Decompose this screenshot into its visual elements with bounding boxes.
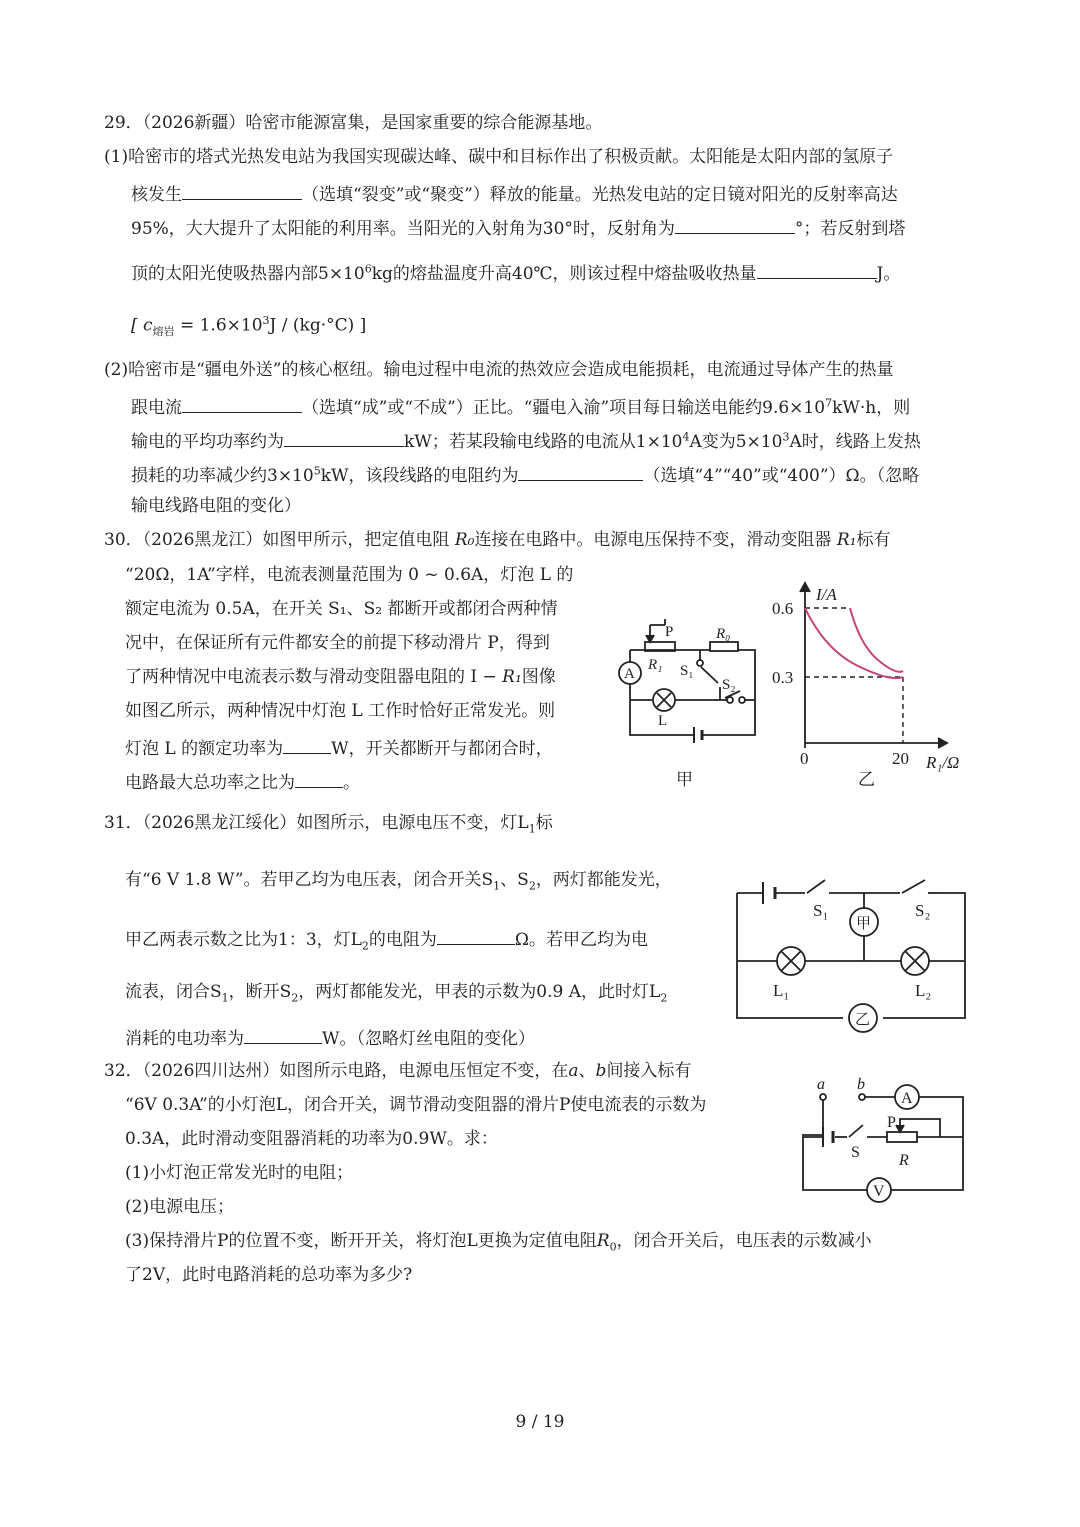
text: 输电的平均功率约为 — [131, 432, 284, 452]
switch-s1-arm — [807, 880, 825, 893]
text: 输电线路电阻的变化） — [131, 496, 301, 516]
text: （选填“成”或“不成”）正比。“疆电入渝”项目每日输送电能约9.6×10 — [302, 398, 826, 418]
text: 额定电流为 0.5A，在开关 S₁、S₂ 都断开或都闭合两种情 — [125, 599, 558, 619]
q30-line5 — [125, 667, 556, 687]
subscript: 熔岩 — [152, 325, 175, 339]
q30-line8 — [125, 769, 360, 793]
text: J / (kg·°C) ] — [269, 315, 367, 336]
text: (3)保持滑片P的位置不变，断开开关，将灯泡L更换为定值电阻 — [125, 1231, 597, 1251]
text: 损耗的功率减少约3×10 — [131, 466, 314, 486]
q30-circuit-figure — [610, 615, 770, 790]
q29-p2-line5 — [131, 496, 301, 516]
text: = 1.6×10 — [174, 315, 263, 336]
text: 况中，在保证所有元件都安全的前提下移动滑片 P，得到 — [125, 633, 550, 653]
q31-line5 — [125, 1025, 535, 1049]
text: °；若反射到塔 — [794, 219, 906, 239]
q30-line7 — [125, 735, 553, 759]
q32-circuit-figure — [795, 1075, 975, 1205]
text: 31．（2026黑龙江绥化）如图所示，电源电压不变，灯L — [104, 813, 529, 833]
q32-line3 — [125, 1129, 498, 1149]
label-jia: 甲 — [856, 916, 872, 932]
text: 跟电流 — [131, 398, 182, 418]
text: kg的熔盐温度升高40℃，则该过程中熔盐吸收热量 — [371, 264, 757, 284]
text: A变为5×10 — [689, 432, 783, 452]
y-tick-0.6: 0.6 — [772, 599, 794, 618]
q30-line4 — [125, 633, 550, 653]
label-p: P — [887, 1114, 896, 1131]
text: 间接入标有 — [606, 1061, 692, 1081]
answer-blank-rated-power[interactable] — [283, 735, 331, 754]
q30-line3 — [125, 599, 557, 619]
text: 如图乙所示，两种情况中灯泡 L 工作时恰好正常发光。则 — [125, 701, 556, 721]
text: J。 — [876, 264, 901, 284]
label-p: P — [665, 624, 674, 640]
q29-p2-line1 — [104, 360, 893, 380]
text: 、S — [500, 870, 529, 890]
rheostat-r — [887, 1132, 917, 1142]
page-number: 9 / 19 — [515, 1412, 565, 1432]
text: kW；若某段输电线路的电流从1×10 — [404, 432, 683, 452]
text: R — [596, 1231, 610, 1251]
text: a — [568, 1061, 579, 1081]
label-ammeter: A — [901, 1090, 913, 1107]
label-l: L — [658, 713, 668, 729]
x-axis-label: R₁/Ω — [926, 753, 960, 772]
label-s2: S₂ — [915, 901, 931, 920]
q29-p2-line3 — [131, 428, 921, 452]
text: 95%，大大提升了太阳能的利用率。当阳光的入射角为30°时，反射角为 — [131, 219, 675, 239]
text: （选填“裂变”或“聚变”）释放的能量。光热发电站的定日镜对阳光的反射率高达 — [302, 185, 898, 205]
answer-blank-l2-power[interactable] — [244, 1025, 322, 1044]
switch-s-arm — [849, 1125, 863, 1137]
text: [ c — [131, 315, 153, 336]
q29-p1-line4 — [131, 260, 900, 284]
label-r0: R₀ — [716, 626, 731, 642]
answer-blank-resistance[interactable] — [518, 462, 643, 481]
text: 流表，闭合S — [125, 982, 222, 1002]
q30-graph-figure — [770, 580, 980, 795]
superscript: 6 — [364, 262, 372, 276]
text: ，两灯都能发光，甲表的示数为0.9 A，此时灯L — [298, 982, 661, 1002]
label-b: b — [857, 1076, 865, 1093]
text: “20Ω，1A”字样，电流表测量范围为 0 ~ 0.6A，灯泡 L 的 — [125, 565, 574, 585]
label-s1: S₁ — [680, 663, 694, 679]
text: R₁ — [836, 530, 857, 550]
label-yi: 乙 — [855, 1012, 871, 1028]
text: (1)哈密市的塔式光热发电站为我国实现碳达峰、碳中和目标作出了积极贡献。太阳能是太阳内部的氢原子 — [104, 147, 894, 167]
q29-p2-line4 — [131, 462, 919, 486]
label-a: a — [817, 1076, 825, 1093]
q30-line6 — [125, 701, 555, 721]
text: (2)哈密市是“疆电外送”的核心枢纽。输电过程中电流的热效应会造成电能损耗，电流通过导体产生的热量 — [104, 360, 894, 380]
text: 32．（2026四川达州）如图所示电路，电源电压恒定不变，在 — [104, 1061, 569, 1081]
q32-line6 — [125, 1231, 872, 1254]
x-tick-20: 20 — [892, 749, 909, 768]
q31-circuit-figure — [725, 868, 975, 1038]
text: 了2V，此时电路消耗的总功率为多少? — [125, 1265, 413, 1285]
text: A时，线路上发热 — [789, 432, 921, 452]
answer-blank-reflection-angle[interactable] — [675, 215, 795, 234]
text: (1)小灯泡正常发光时的电阻； — [125, 1163, 354, 1183]
label-s2: S₂ — [722, 677, 736, 693]
superscript: 3 — [782, 430, 790, 444]
label-l2: L₂ — [915, 981, 932, 1000]
subscript: 2 — [528, 879, 536, 893]
text: 0.3A，此时滑动变阻器消耗的功率为0.9W。求： — [125, 1129, 498, 1149]
answer-blank-fission-fusion[interactable] — [182, 181, 302, 200]
text: 消耗的电功率为 — [125, 1029, 244, 1049]
switch-s2-arm — [902, 880, 925, 893]
text: R₁ — [502, 667, 522, 687]
subscript: 1 — [493, 879, 501, 893]
q30-line1 — [104, 530, 890, 550]
text: ，闭合开关后，电压表的示数减小 — [616, 1231, 872, 1251]
resistor-r0 — [710, 642, 738, 651]
q29-header-text: 29．（2026新疆）哈密市能源富集，是国家重要的综合能源基地。 — [104, 113, 603, 133]
text: 标有 — [856, 530, 891, 550]
answer-blank-power-ratio[interactable] — [295, 769, 343, 788]
label-r: R — [899, 1152, 909, 1169]
text: 连接在电路中。电源电压保持不变，滑动变阻器 — [474, 530, 837, 550]
q32-line4 — [125, 1163, 353, 1183]
superscript: 3 — [262, 314, 270, 327]
answer-blank-proportion[interactable] — [182, 394, 302, 413]
answer-blank-l2-resistance[interactable] — [437, 926, 515, 945]
text: 核发生 — [131, 185, 182, 205]
text: 有“6 V 1.8 W”。若甲乙均为电压表，闭合开关S — [125, 870, 494, 890]
y-tick-0.3: 0.3 — [772, 668, 794, 687]
q32-line7 — [125, 1265, 412, 1285]
q29-p1-line1 — [104, 147, 893, 167]
text: W。（忽略灯丝电阻的变化） — [322, 1029, 535, 1049]
q31-line4 — [125, 982, 667, 1005]
answer-blank-heat[interactable] — [757, 260, 877, 279]
label-voltmeter: V — [873, 1183, 885, 1200]
text: 图像 — [521, 667, 556, 687]
subscript: 0 — [609, 1240, 617, 1254]
superscript: 5 — [313, 464, 321, 478]
text: 了两种情况中电流表示数与滑动变阻器电阻的 I − — [125, 667, 503, 687]
text: R₀ — [454, 530, 475, 550]
text: 顶的太阳光使吸热器内部5×10 — [131, 264, 365, 284]
text: 标 — [535, 813, 553, 833]
q31-line3 — [125, 926, 648, 953]
text: kW·h，则 — [832, 398, 911, 418]
text: 灯泡 L 的额定功率为 — [125, 739, 284, 759]
text: b — [595, 1061, 607, 1081]
text: W，开关都断开与都闭合时， — [331, 739, 553, 759]
q30-line2 — [125, 565, 573, 585]
q29-formula — [131, 314, 366, 338]
curve-2 — [850, 608, 903, 672]
subscript: 1 — [528, 822, 536, 836]
q29-header — [104, 113, 602, 133]
label-l1: L₁ — [773, 981, 790, 1000]
q32-line2 — [125, 1095, 706, 1115]
text: Ω。若甲乙均为电 — [514, 930, 649, 950]
label-s: S — [851, 1144, 860, 1161]
answer-blank-power[interactable] — [284, 428, 404, 447]
text: (2)电源电压； — [125, 1197, 235, 1217]
q29-p1-line2 — [131, 181, 898, 205]
text: 电路最大总功率之比为 — [125, 773, 295, 793]
text: （选填“4”“40”或“400”）Ω。（忽略 — [643, 466, 920, 486]
label-a: A — [624, 666, 635, 682]
text: ，两灯都能发光， — [535, 870, 672, 890]
subscript: 1 — [221, 991, 229, 1005]
subscript: 2 — [291, 991, 299, 1005]
text: kW，该段线路的电阻约为 — [320, 466, 519, 486]
q31-line1 — [104, 813, 553, 836]
subscript: 2 — [660, 991, 668, 1005]
q32-line1 — [104, 1061, 691, 1081]
text: 、 — [578, 1061, 596, 1081]
figure-label-yi: 乙 — [858, 770, 875, 789]
label-r1: R₁ — [648, 657, 663, 673]
figure-label-jia: 甲 — [676, 770, 693, 789]
terminal-a — [820, 1094, 826, 1100]
superscript: 7 — [825, 396, 833, 410]
subscript: 2 — [361, 939, 369, 953]
text: “6V 0.3A”的小灯泡L，闭合开关，调节滑动变阻器的滑片P使电流表的示数为 — [125, 1095, 707, 1115]
q31-line2 — [125, 870, 672, 893]
text: 的电阻为 — [368, 930, 437, 950]
x-tick-0: 0 — [800, 749, 809, 768]
text: 30．（2026黑龙江）如图甲所示，把定值电阻 — [104, 530, 455, 550]
text: ，断开S — [228, 982, 292, 1002]
y-axis-label: I/A — [816, 585, 837, 604]
q29-p1-line3 — [131, 215, 905, 239]
q29-p2-line2 — [131, 394, 910, 418]
label-s1: S₁ — [813, 901, 829, 920]
q32-line5 — [125, 1197, 234, 1217]
text: 。 — [343, 773, 360, 793]
superscript: 4 — [682, 430, 690, 444]
terminal-b — [859, 1094, 865, 1100]
text: 甲乙两表示数之比为1：3，灯L — [125, 930, 362, 950]
